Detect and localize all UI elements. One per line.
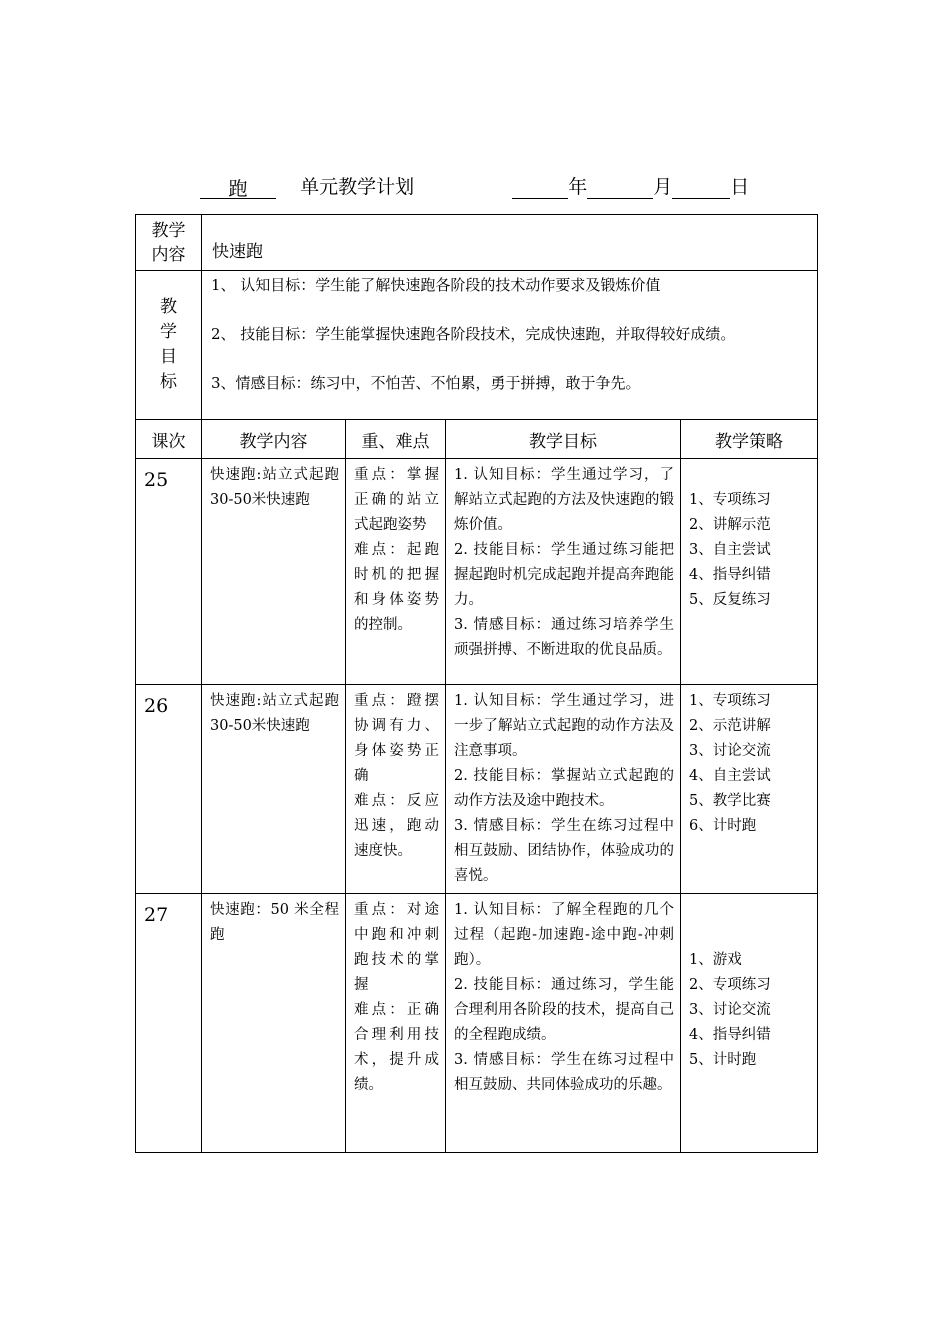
key-point-text: 重点：蹬摆协调有力、身体姿势正确 xyxy=(354,693,439,784)
objective-skill: 2、 技能目标：学生能掌握快速跑各阶段技术，完成快速跑，并取得较好成绩。 xyxy=(211,325,736,343)
lesson-strategies xyxy=(681,685,818,894)
lesson-key-points xyxy=(346,894,446,1153)
lesson-content: 快速跑:站立式起跑 30-50米快速跑 xyxy=(202,459,346,685)
lesson-number: 27 xyxy=(136,894,202,1153)
objective-cognitive: 1、 认知目标：学生能了解快速跑各阶段的技术动作要求及锻炼价值 xyxy=(211,276,661,294)
lesson-goals xyxy=(446,894,681,1153)
lesson-strategies xyxy=(681,459,818,685)
strategy-item: 1、游戏 xyxy=(689,952,742,968)
strategy-item: 6、计时跑 xyxy=(689,818,757,834)
title-text: 单元教学计划 xyxy=(300,176,415,198)
strategy-item: 3、讨论交流 xyxy=(689,1002,771,1018)
lesson-key-points xyxy=(346,459,446,685)
strategy-item: 5、教学比赛 xyxy=(689,793,771,809)
goal-item: 2. 技能目标：掌握站立式起跑的动作方法及途中跑技术。 xyxy=(454,768,674,809)
strategy-item: 5、计时跑 xyxy=(689,1052,757,1068)
table-row xyxy=(136,459,818,685)
col-header-strategies: 教学策略 xyxy=(681,420,818,459)
lesson-key-points xyxy=(346,685,446,894)
content-label: 教学 内容 xyxy=(136,215,202,271)
strategy-item: 3、讨论交流 xyxy=(689,743,771,759)
lesson-content: 快速跑:站立式起跑 30-50米快速跑 xyxy=(202,685,346,894)
lesson-strategies xyxy=(681,894,818,1153)
unit-name-blank: 跑 xyxy=(200,174,276,199)
lesson-number: 25 xyxy=(136,459,202,685)
table-row xyxy=(136,685,818,894)
objective-label: 教 学 目 标 xyxy=(136,271,202,420)
lesson-goals xyxy=(446,685,681,894)
objectives-row xyxy=(136,271,818,420)
content-row xyxy=(136,215,818,271)
goal-item: 3. 情感目标：通过练习培养学生顽强拼搏、不断进取的优良品质。 xyxy=(454,617,674,658)
difficulty-text: 难点：正确合理利用技术，提升成绩。 xyxy=(354,1002,439,1093)
col-header-content: 教学内容 xyxy=(202,420,346,459)
difficulty-text: 难点：起跑时机的把握和身体姿势的控制。 xyxy=(354,542,439,633)
column-header-row xyxy=(136,420,818,459)
lesson-number: 26 xyxy=(136,685,202,894)
year-label: 年 xyxy=(568,176,588,198)
strategy-item: 4、指导纠错 xyxy=(689,1027,771,1043)
strategy-item: 3、自主尝试 xyxy=(689,542,771,558)
goal-item: 3. 情感目标：学生在练习过程中相互鼓励、团结协作，体验成功的喜悦。 xyxy=(454,818,674,884)
col-header-lesson: 课次 xyxy=(136,420,202,459)
strategy-item: 1、专项练习 xyxy=(689,693,771,709)
goal-item: 2. 技能目标：通过练习，学生能合理利用各阶段的技术，提高自己的全程跑成绩。 xyxy=(454,977,674,1043)
difficulty-text: 难点：反应迅速，跑动速度快。 xyxy=(354,793,439,859)
year-blank xyxy=(512,174,568,199)
key-point-text: 重点：掌握正确的站立式起跑姿势 xyxy=(354,467,439,533)
key-point-text: 重点：对途中跑和冲刺跑技术的掌握 xyxy=(354,902,439,993)
strategy-item: 4、指导纠错 xyxy=(689,567,771,583)
strategy-item: 2、示范讲解 xyxy=(689,718,771,734)
lesson-goals xyxy=(446,459,681,685)
strategy-item: 1、专项练习 xyxy=(689,492,771,508)
goal-item: 3. 情感目标：学生在练习过程中相互鼓励、共同体验成功的乐趣。 xyxy=(454,1052,674,1093)
objectives-cell xyxy=(202,271,818,420)
table-row xyxy=(136,894,818,1153)
strategy-item: 4、自主尝试 xyxy=(689,768,771,784)
col-header-goals: 教学目标 xyxy=(446,420,681,459)
goal-item: 2. 技能目标：学生通过练习能把握起跑时机完成起跑并提高奔跑能力。 xyxy=(454,542,674,608)
col-header-key-points: 重、难点 xyxy=(346,420,446,459)
objective-emotion: 3、情感目标：练习中，不怕苦、不怕累，勇于拼搏，敢于争先。 xyxy=(211,374,641,392)
strategy-item: 5、反复练习 xyxy=(689,592,771,608)
content-value: 快速跑 xyxy=(202,215,818,271)
month-blank xyxy=(587,174,653,199)
day-blank xyxy=(672,174,730,199)
unit-plan-table xyxy=(135,214,818,1153)
strategy-item: 2、专项练习 xyxy=(689,977,771,993)
page-title xyxy=(200,172,800,202)
goal-item: 1. 认知目标：了解全程跑的几个过程（起跑-加速跑-途中跑-冲刺跑）。 xyxy=(454,902,674,968)
lesson-content: 快速跑：50 米全程跑 xyxy=(202,894,346,1153)
month-label: 月 xyxy=(653,176,673,198)
goal-item: 1. 认知目标：学生通过学习，进一步了解站立式起跑的动作方法及注意事项。 xyxy=(454,693,674,759)
goal-item: 1. 认知目标：学生通过学习，了解站立式起跑的方法及快速跑的锻炼价值。 xyxy=(454,467,674,533)
day-label: 日 xyxy=(730,176,750,198)
strategy-item: 2、讲解示范 xyxy=(689,517,771,533)
